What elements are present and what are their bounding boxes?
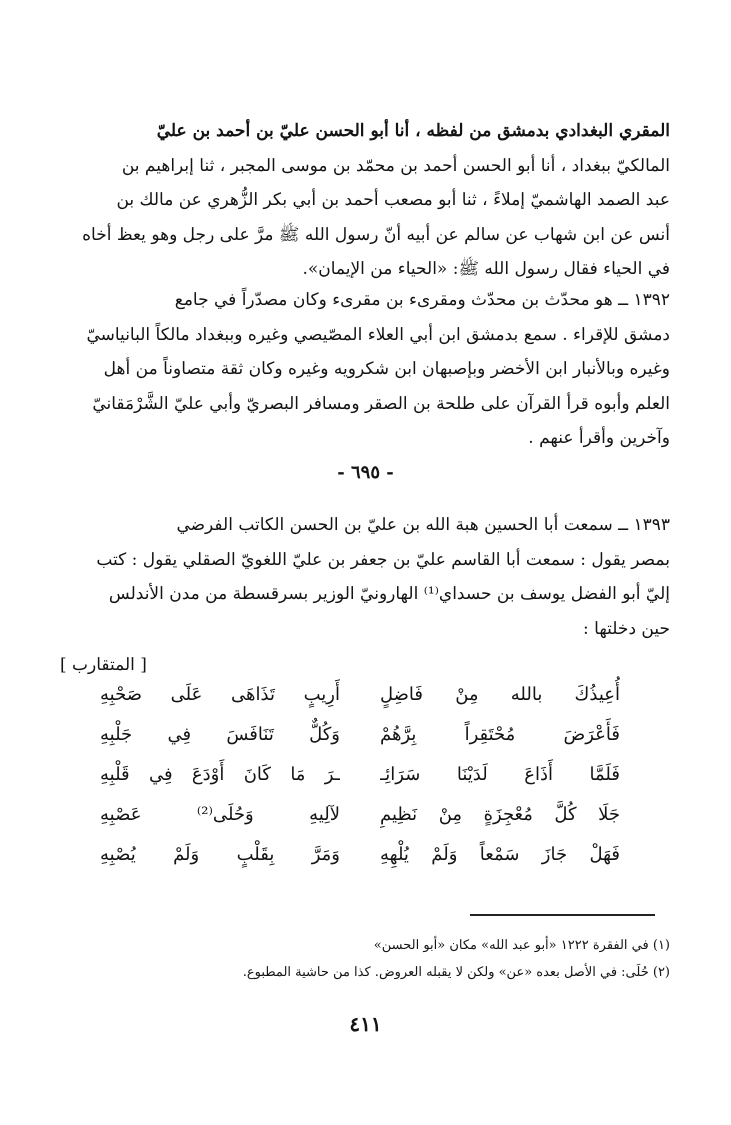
verse-first-hemistich: فَلَمَّا أَذَاعَ لَدَيْنَا سَرَائِـ <box>380 764 620 785</box>
text-line: دمشق للإقراء . سمع بدمشق ابن أبي العلاء المصّيصي وغيره وببغداد مالكاً البانياسيّ <box>86 324 670 345</box>
poem-meter-label: [ المتقارب ] <box>60 655 147 675</box>
text-line: المقري البغدادي بدمشق من لفظه ، أنا أبو الحسن عليّ بن أحمد بن عليّ <box>156 121 670 141</box>
text-line: المالكيّ ببغداد ، أنا أبو الحسن أحمد بن محمّد بن موسى المجبر ، ثنا إبراهيم بن <box>121 155 670 176</box>
footnote-2: (٢) حُلَى: في الأصل بعده «عن» ولكن لا يقبله العروض. كذا من حاشية المطبوع. <box>242 965 670 980</box>
text-line: حين دخلتها : <box>583 618 670 639</box>
text-line: عبد الصمد الهاشميّ إملاءً ، ثنا أبو مصعب أحمد بن أبي بكر الزُّهري عن مالك بن <box>116 190 670 210</box>
verse-second-hemistich: أَرِيبٍ تَذَاهَى عَلَى صَحْبِهِ <box>100 684 340 705</box>
paragraph-hadith-1391 <box>60 114 670 287</box>
text-line: بمصر يقول : سمعت أبا القاسم عليّ بن جعفر بن عليّ اللغويّ الصقلي يقول : كتب <box>96 549 670 570</box>
verse-first-hemistich: فَأَعْرَضَ مُحْتَقِراً بِرَّهُمْ <box>380 724 620 745</box>
verse-second-hemistich: لآلِيهِ وَحُلَى⁽²⁾ عَصْبِهِ <box>100 804 340 825</box>
poem-verse <box>100 795 620 835</box>
verse-second-hemistich: وَمَرَّ بِقَلْبٍ وَلَمْ يُصْبِهِ <box>100 844 340 865</box>
poem-verse <box>100 675 620 715</box>
text-line: إليّ أبو الفضل يوسف بن حسداي⁽¹⁾ الهارونيّ الوزير بسرقسطة من مدن الأندلس <box>108 584 670 604</box>
text-line: العلم وأبوه قرأ القرآن على طلحة بن الصقر ومسافر البصريّ وأبي عليّ الشَّرْمَقانيّ <box>92 393 670 414</box>
verse-second-hemistich: ـرَ مَا كَانَ أَوْدَعَ فِي قَلْبِهِ <box>100 764 340 785</box>
text-line: ١٣٩٣ ــ سمعت أبا الحسين هبة الله بن عليّ بن الحسن الكاتب الفرضي <box>176 515 670 535</box>
text-line: وآخرين وأقرأ عنهم . <box>528 428 670 448</box>
footnotes <box>150 932 670 986</box>
footnote-1: (١) في الفقرة ١٢٢٢ «أبو عبد الله» مكان «أبو الحسن» <box>373 938 670 953</box>
poem <box>100 675 620 875</box>
section-number-marker: - ٦٩٥ - <box>337 462 394 483</box>
poem-verse <box>100 835 620 875</box>
poem-verse <box>100 755 620 795</box>
poem-verse <box>100 715 620 755</box>
text-line: في الحياء فقال رسول الله ﷺ: «الحياء من الإيمان». <box>302 259 670 279</box>
text-line: ١٣٩٢ ــ هو محدّث بن محدّث ومقرىء بن مقرىء وكان مصدّراً في جامع <box>174 290 670 310</box>
paragraph-entry-1392 <box>60 283 670 456</box>
verse-first-hemistich: أُعِيذُكَ بالله مِنْ فَاضِلٍ <box>380 684 620 705</box>
verse-second-hemistich: وَكُلٌّ تَنَافَسَ فِي جَلْبِهِ <box>100 724 340 745</box>
page-number: ٤١١ <box>349 1012 382 1036</box>
verse-first-hemistich: جَلَا كُلَّ مُعْجِزَةٍ مِنْ نَظِيمِ <box>380 804 620 825</box>
paragraph-entry-1393 <box>60 508 670 646</box>
text-line: أنس عن ابن شهاب عن سالم عن أبيه أنّ رسول الله ﷺ مرَّ على رجل وهو يعظ أخاه <box>82 224 670 245</box>
verse-first-hemistich: فَهَلْ جَازَ سَمْعاً وَلَمْ يُلْهِهِ <box>380 844 620 865</box>
footnote-separator <box>470 914 655 916</box>
text-line: وغيره وبالأنبار ابن الأخضر وبإصبهان ابن شكرويه وغيره وكان ثقة متصاوناً من أهل <box>103 359 670 379</box>
